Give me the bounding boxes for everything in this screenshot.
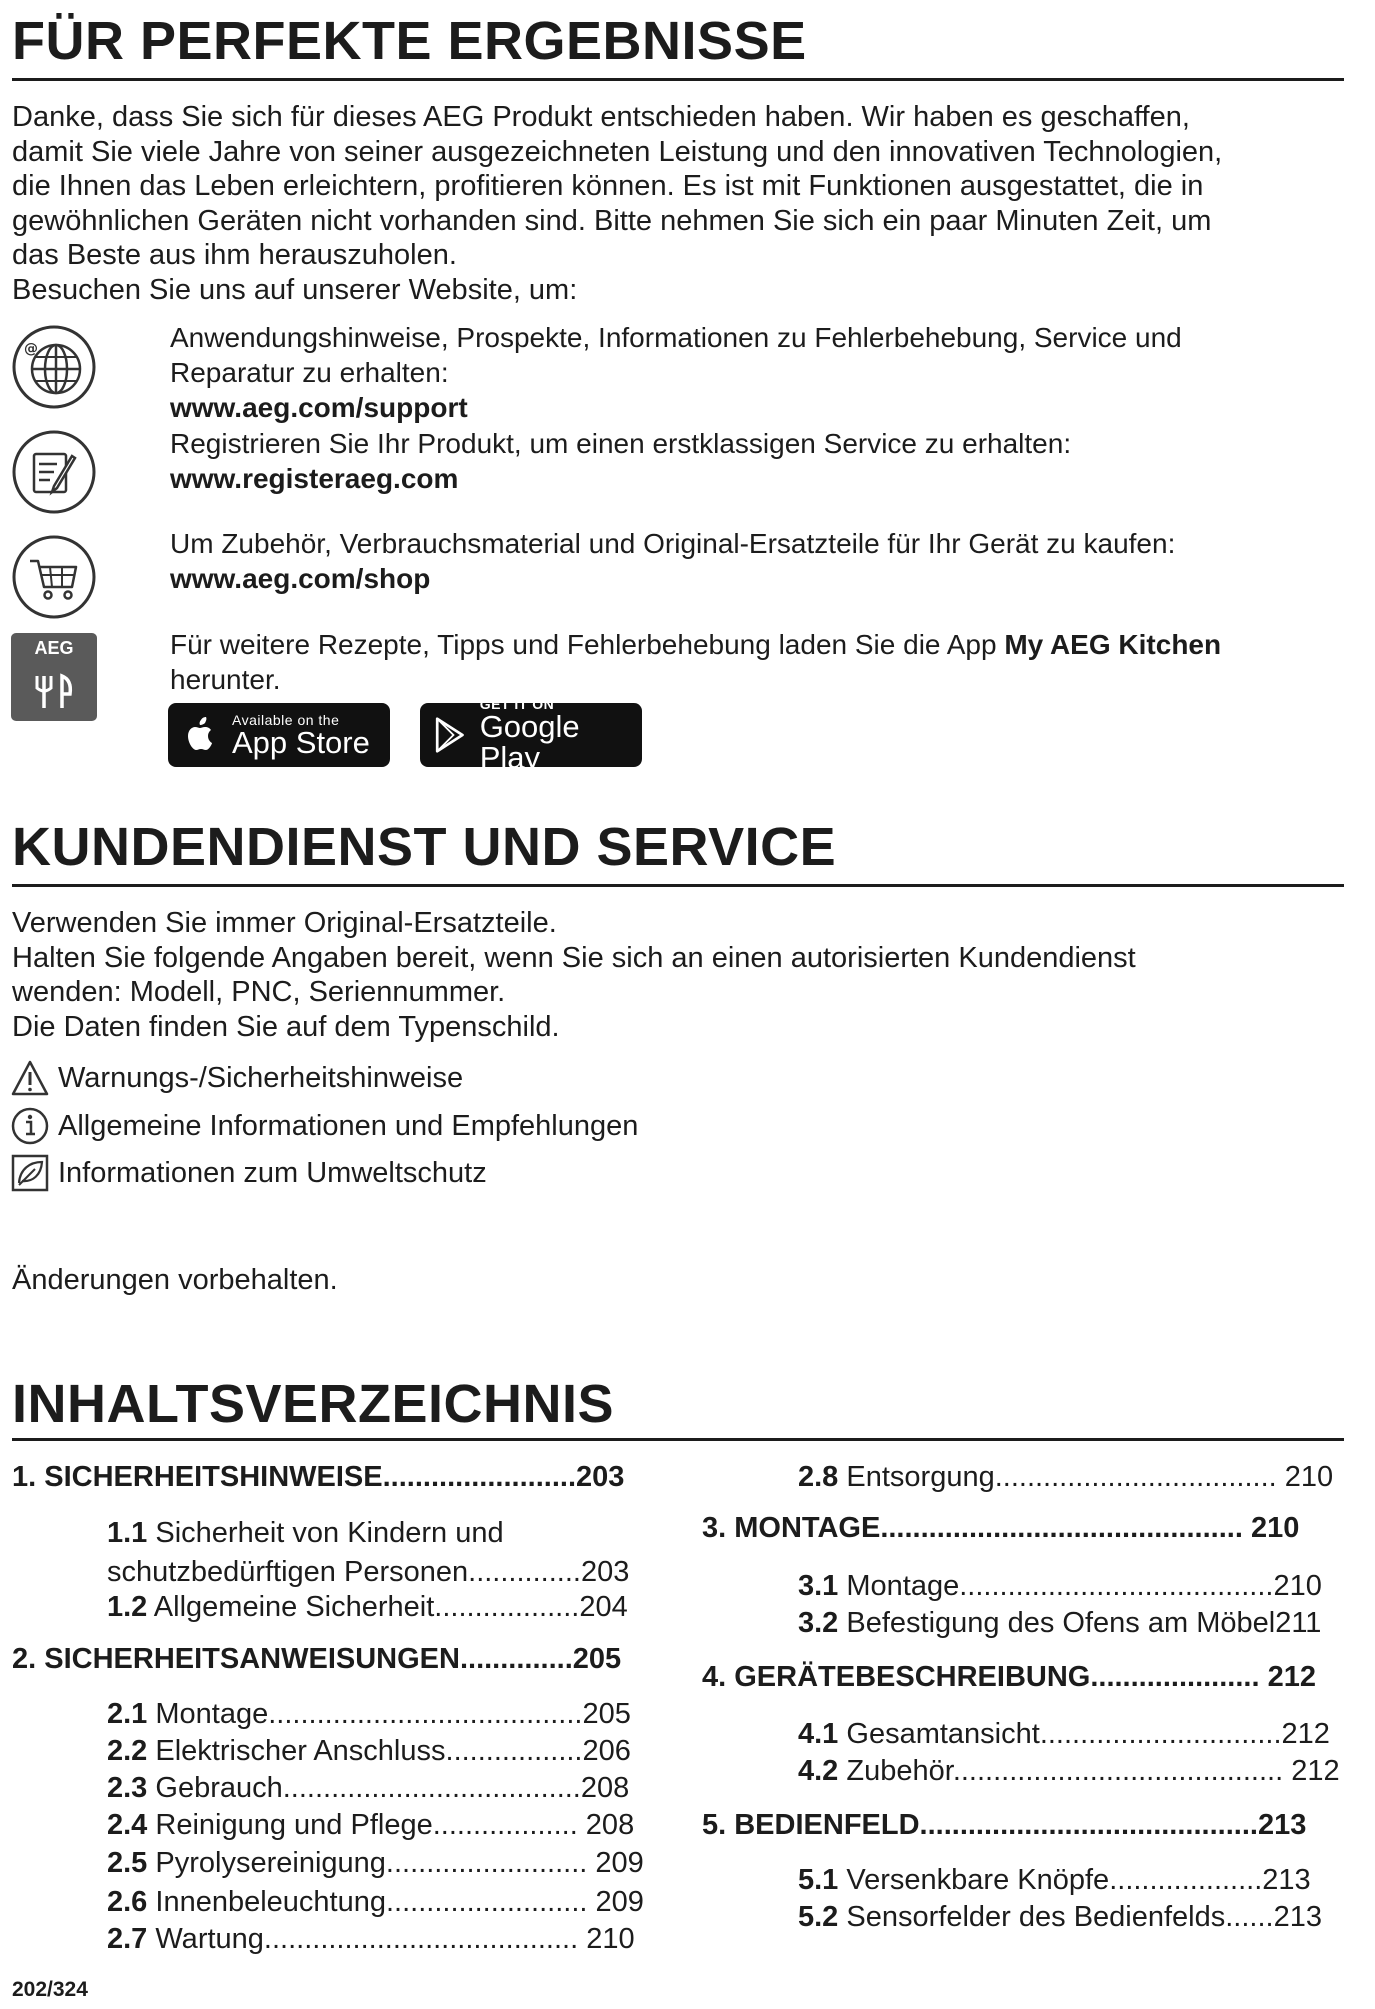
toc-label: Wartung (155, 1923, 264, 1955)
legend-warning-text: Warnungs-/Sicherheitshinweise (58, 1061, 464, 1094)
support-line: Anwendungshinweise, Prospekte, Informationen zu Fehlerbehebung, Service und (170, 322, 1182, 353)
app-name: My AEG Kitchen (1004, 629, 1222, 660)
toc-entry-main[interactable] (12, 1463, 624, 1492)
toc-dots: .............................. (1039, 1718, 1282, 1750)
intro-line: Danke, dass Sie sich für dieses AEG Produkt entschieden haben. Wir haben es geschaffen, (12, 101, 1190, 133)
app-line (170, 627, 1221, 662)
service-line: Halten Sie folgende Angaben bereit, wenn Sie sich an einen autorisierten Kundendienst (12, 941, 1136, 974)
toc-dots: ................... (1109, 1864, 1263, 1896)
toc-dots: ....................................... (268, 1698, 583, 1730)
google-play-badge[interactable] (420, 696, 642, 775)
toc-entry-sub[interactable] (798, 1866, 1311, 1895)
toc-page: 212 (1259, 1661, 1316, 1693)
info-circle-icon (10, 1106, 50, 1146)
intro-line: Besuchen Sie uns auf unserer Website, um: (12, 273, 578, 306)
toc-page: 208 (577, 1809, 635, 1841)
toc-entry-sub[interactable] (798, 1463, 1333, 1492)
page-number: 202/324 (12, 1978, 88, 2001)
toc-label: 5. BEDIENFELD (702, 1809, 920, 1841)
toc-entry-sub[interactable] (798, 1609, 1321, 1638)
register-link[interactable]: www.registeraeg.com (170, 463, 459, 494)
toc-entry-sub[interactable] (798, 1572, 1322, 1601)
register-line: Registrieren Sie Ihr Produkt, um einen erstklassigen Service zu erhalten: (170, 428, 1072, 459)
toc-number: 2.3 (107, 1772, 148, 1804)
toc-number: 2.5 (107, 1847, 148, 1879)
toc-number: 2.8 (798, 1461, 839, 1493)
toc-page: 205 (582, 1698, 631, 1730)
toc-label: Entsorgung (846, 1461, 995, 1493)
toc-entry-sub[interactable] (107, 1849, 644, 1878)
toc-label: Gesamtansicht (846, 1718, 1040, 1750)
service-line: Die Daten finden Sie auf dem Typenschild. (12, 1010, 560, 1043)
toc-page: 213 (1262, 1864, 1311, 1896)
intro-paragraph (12, 100, 1352, 307)
toc-page: 208 (580, 1772, 630, 1804)
toc-label: Pyrolysereinigung (155, 1847, 386, 1879)
toc-page: 212 (1283, 1755, 1340, 1787)
legend-warning (10, 1058, 463, 1098)
toc-page: 206 (582, 1735, 631, 1767)
toc-entry-sub[interactable] (107, 1514, 629, 1592)
legend-info (10, 1106, 638, 1146)
intro-line: damit Sie viele Jahre von seiner ausgezeichneten Leistung und den innovativen Technologien, (12, 135, 1223, 168)
warning-triangle-icon (10, 1058, 50, 1098)
shop-text (170, 526, 1175, 596)
google-play-icon (430, 713, 470, 757)
toc-dots: .................. (434, 1591, 580, 1623)
toc-page: 213 (1257, 1809, 1307, 1841)
toc-entry-sub[interactable] (107, 1925, 635, 1954)
aeg-logo-label: AEG (34, 638, 74, 658)
toc-dots: ............................................. (880, 1512, 1243, 1544)
aeg-kitchen-app-logo (10, 632, 98, 722)
changes-note: Änderungen vorbehalten. (12, 1264, 338, 1296)
toc-entry-main[interactable] (12, 1645, 621, 1674)
toc-entry-main[interactable] (702, 1514, 1299, 1543)
section-title-service: KUNDENDIENST UND SERVICE (12, 817, 837, 877)
toc-page: 210 (1273, 1570, 1322, 1602)
legend-info-text: Allgemeine Informationen und Empfehlungen (58, 1109, 639, 1142)
toc-dots: ......................... (386, 1886, 588, 1918)
toc-page: 212 (1281, 1718, 1330, 1750)
toc-page: 203 (580, 1556, 630, 1588)
toc-label: Elektrischer Anschluss (155, 1735, 446, 1767)
toc-number: 4.1 (798, 1718, 839, 1750)
app-store-badge[interactable] (168, 703, 390, 767)
toc-label: Montage (155, 1698, 269, 1730)
toc-number: 3.2 (798, 1607, 839, 1639)
toc-page: 210 (1242, 1512, 1300, 1544)
toc-number: 2.2 (107, 1735, 148, 1767)
toc-entry-sub[interactable] (107, 1811, 634, 1840)
toc-entry-sub[interactable] (798, 1757, 1340, 1786)
toc-entry-sub[interactable] (798, 1720, 1330, 1749)
toc-entry-sub[interactable] (107, 1700, 631, 1729)
toc-label: Innenbeleuchtung (155, 1886, 386, 1918)
toc-label: 1. SICHERHEITSHINWEISE (12, 1461, 383, 1493)
toc-dots: ..................................... (282, 1772, 581, 1804)
section-title-toc: INHALTSVERZEICHNIS (12, 1374, 615, 1434)
toc-entry-main[interactable] (702, 1663, 1316, 1692)
toc-label: Zubehör (846, 1755, 953, 1787)
toc-number: 3.1 (798, 1570, 839, 1602)
toc-dots: ................................... (994, 1461, 1277, 1493)
toc-dots: ...... (1225, 1901, 1274, 1933)
toc-label: 4. GERÄTEBESCHREIBUNG (702, 1661, 1091, 1693)
toc-dots: .............. (468, 1556, 581, 1588)
toc-number: 4.2 (798, 1755, 839, 1787)
legend-environment (10, 1153, 487, 1193)
app-line: herunter. (170, 664, 281, 695)
apple-icon (178, 713, 222, 757)
section-title-perfect: FÜR PERFEKTE ERGEBNISSE (12, 11, 807, 71)
toc-label: Versenkbare Knöpfe (846, 1864, 1110, 1896)
toc-number: 5.1 (798, 1864, 839, 1896)
toc-dots: ........................ (382, 1461, 576, 1493)
shop-link[interactable]: www.aeg.com/shop (170, 563, 431, 594)
toc-page: 213 (1273, 1901, 1322, 1933)
shopping-cart-icon (10, 533, 98, 621)
toc-label: Sensorfelder des Bedienfelds (846, 1901, 1226, 1933)
toc-number: 2.1 (107, 1698, 148, 1730)
toc-page: 203 (576, 1461, 625, 1493)
toc-number: 1.1 (107, 1517, 148, 1549)
toc-number: 1.2 (107, 1591, 148, 1623)
toc-label: Gebrauch (155, 1772, 283, 1804)
toc-dots: .................. (432, 1809, 578, 1841)
toc-number: 5.2 (798, 1901, 839, 1933)
app-text (170, 627, 1221, 697)
toc-label: Allgemeine Sicherheit (153, 1591, 435, 1623)
app-line-prefix: Für weitere Rezepte, Tipps und Fehlerbehebung laden Sie die App (170, 629, 1005, 660)
support-line: Reparatur zu erhalten: (170, 357, 449, 388)
toc-dots: .............. (459, 1643, 573, 1675)
section-divider (12, 884, 1344, 887)
shop-line: Um Zubehör, Verbrauchsmaterial und Original-Ersatzteile für Ihr Gerät zu kaufen: (170, 528, 1176, 559)
svg-text:@: @ (24, 341, 38, 357)
register-notepad-icon (10, 428, 98, 516)
app-store-large-text: App Store (232, 724, 370, 760)
toc-entry-sub[interactable] (798, 1903, 1322, 1932)
register-text (170, 426, 1071, 496)
section-divider (12, 78, 1344, 81)
toc-label: Sicherheit von Kindern und (155, 1517, 504, 1549)
toc-dots: ....................................... (263, 1923, 579, 1955)
toc-dots: ......................................... (952, 1755, 1284, 1787)
toc-dots: ................. (445, 1735, 583, 1767)
toc-label: Montage (846, 1570, 960, 1602)
support-text (170, 320, 1182, 425)
toc-page: 209 (587, 1886, 644, 1918)
service-line: wenden: Modell, PNC, Seriennummer. (12, 976, 506, 1008)
toc-dots: ....................................... (959, 1570, 1274, 1602)
google-play-large-text: Google Play (479, 709, 580, 775)
service-line: Verwenden Sie immer Original-Ersatzteile. (12, 907, 557, 939)
toc-label: 3. MONTAGE (702, 1512, 881, 1544)
toc-dots: .......................................... (919, 1809, 1258, 1841)
toc-label-continued: schutzbedürftigen Personen (107, 1556, 469, 1588)
toc-number: 2.6 (107, 1886, 148, 1918)
toc-entry-sub[interactable] (107, 1888, 644, 1917)
toc-page: 210 (578, 1923, 635, 1955)
legend-environment-text: Informationen zum Umweltschutz (58, 1156, 487, 1189)
intro-line: gewöhnlichen Geräten nicht vorhanden sind. Bitte nehmen Sie sich ein paar Minuten Zeit, um (12, 204, 1212, 237)
toc-number: 2.4 (107, 1809, 148, 1841)
toc-page: 204 (579, 1591, 628, 1623)
toc-entry-sub[interactable] (107, 1593, 628, 1622)
toc-label: Befestigung des Ofens am Möbel (846, 1607, 1276, 1639)
leaf-environment-icon (10, 1153, 50, 1193)
toc-page: 205 (572, 1643, 622, 1675)
toc-dots: ..................... (1090, 1661, 1260, 1693)
toc-number: 2.7 (107, 1923, 148, 1955)
app-store-small-text: Available on the (232, 711, 340, 728)
toc-dots: ......................... (385, 1847, 588, 1879)
toc-label: 2. SICHERHEITSANWEISUNGEN (12, 1643, 460, 1675)
globe-support-icon (10, 323, 98, 411)
intro-line: das Beste aus ihm herauszuholen. (12, 239, 457, 271)
toc-entry-sub[interactable] (107, 1737, 631, 1766)
toc-label: Reinigung und Pflege (155, 1809, 433, 1841)
toc-page: 211 (1275, 1607, 1322, 1639)
support-link[interactable]: www.aeg.com/support (170, 392, 468, 423)
toc-page: 210 (1276, 1461, 1334, 1493)
google-play-small-text: GET IT ON (479, 696, 555, 712)
intro-line: die Ihnen das Leben erleichtern, profitieren können. Es ist mit Funktionen ausgestattet, die in (12, 170, 1204, 202)
section-divider (12, 1438, 1344, 1441)
toc-entry-sub[interactable] (107, 1774, 629, 1803)
service-paragraph (12, 906, 1352, 1044)
toc-entry-main[interactable] (702, 1811, 1306, 1840)
toc-page: 209 (587, 1847, 644, 1879)
